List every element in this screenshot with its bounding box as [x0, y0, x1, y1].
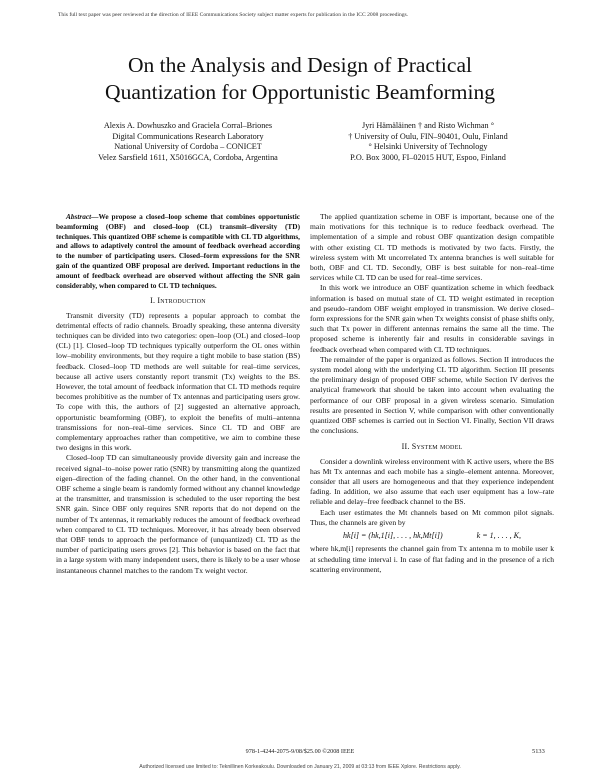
author-names-left: Alexis A. Dowhuszko and Graciela Corral–Briones — [103, 121, 273, 130]
author-university: National University of Cordoba – CONICET — [114, 142, 262, 152]
author-affil-oulu: † University of Oulu, FIN–90401, Oulu, Finland — [348, 131, 508, 141]
title-line-2: Quantization for Opportunistic Beamforming — [105, 80, 495, 104]
equation-range: k = 1, . . . , K, — [476, 531, 521, 541]
page-number: 5133 — [532, 748, 545, 755]
intro-paragraph-4: In this work we introduce an OBF quantization scheme in which feedback information is based on mutual state of CL TD weight estimated in reception and pseudo–random OBF weight employed in transmission. We derive closed–form expressions for the SNR gain when Tx weights consist of phase shifts only, such that Tx power in different antennas remains the same all the time. The proposed scheme is inherently fair and results in considerable savings in feedback overhead when compared with CL TD techniques. — [310, 283, 554, 354]
peer-review-notice: This full text paper was peer reviewed at the direction of IEEE Communications Society subject matter experts for publication in the ICC 2008 proceedings. — [58, 12, 409, 18]
system-paragraph-1: Consider a downlink wireless environment with K active users, where the BS has Mt Tx antennas and each mobile has a single–element antenna. Moreover, consider that all users are homogeneous and that they experience independent fading. In addition, we also assume that each user equipment has a low–rate reliable and delay–free feedback channel to the BS. — [310, 456, 554, 507]
system-paragraph-2: Each user estimates the Mt channels based on Mt common pilot signals. Thus, the channels are given by — [310, 507, 554, 527]
channel-equation — [310, 531, 554, 541]
abstract-lead: Abstract — [66, 212, 92, 221]
footer-copyright: 978-1-4244-2075-9/08/$25.00 ©2008 IEEE — [245, 748, 355, 755]
author-address-left: Velez Sarsfield 1611, X5016GCA, Cordoba, Argentina — [98, 152, 278, 162]
author-affil-helsinki: ° Helsinki University of Technology — [368, 142, 488, 152]
author-lab: Digital Communications Research Laboratory — [112, 131, 264, 141]
author-names-right: Jyri Hämäläinen † and Risto Wichman ° — [362, 121, 494, 130]
author-block-left — [60, 121, 316, 163]
title-line-1: On the Analysis and Design of Practical — [128, 53, 472, 77]
author-address-right: P.O. Box 3000, FI–02015 HUT, Espoo, Finland — [350, 152, 506, 162]
intro-paragraph-3: The applied quantization scheme in OBF is important, because one of the main motivations for this technique is to reduce feedback overhead. The implementation of a simple and robust OBF quantization design compatible with other existing CL TD methods is motivated by two facts. Firstly, the wireless system with Mt uncorrelated Tx antenna branches is well suitable for both, OBF and CL TD. Secondly, OBF is best suitable for non–real–time services while CL TD can be used for real–time services. — [310, 212, 554, 283]
left-column — [56, 212, 300, 576]
license-notice: Authorized licensed use limited to: Teknillinen Korkeakoulu. Downloaded on January 21, 2009 at 03:13 from IEEE Xplore. Restrictions apply. — [139, 764, 461, 770]
abstract-text: —We propose a closed–loop scheme that combines opportunistic beamforming (OBF) and closed–loop (CL) transmit–diversity (TD) techniques. This quantized OBF scheme is compatible with CL TD algorithms, and allows to adaptively control the amount of feedback overhead according to the number of participating users. Closed–form expressions for the SNR gain of the quantized OBF proposal are derived. Important reductions in the amount of feedback overhead are observed without affecting the SNR gain considerably, when compared to CL TD techniques. — [56, 212, 300, 290]
paper-title — [0, 52, 600, 106]
section-heading-system-model: II. System model — [401, 442, 463, 452]
author-block-right — [306, 121, 550, 163]
system-paragraph-3: where hk,m[i] represents the channel gain from Tx antenna m to mobile user k at scheduling time interval i. In case of flat fading and in the presence of a rich scattering environment, — [310, 544, 554, 574]
intro-paragraph-2: Closed–loop TD can simultaneously provide diversity gain and increase the received signal–to–noise power ratio (SNR) by transmitting along the quantized eigen–direction of the fading channel. On the other hand, in the conventional OBF scheme a single beam is randomly formed without any channel knowledge at the transmitter, and transmission is scheduled to the user reporting the best SNR gain. Since OBF only requires SNR reports that do not depend on the number of Tx antennas, it remarkably reduces the amount of feedback overhead when compared to CL TD techniques. Moreover, it has already been observed that OBF tends to approach the performance of (unquantized) CL TD as the number of participating users grows [2]. This behavior is based on the fact that in a large system with many independent users, there is likely to be a user whose instantaneous channel matches to the random Tx weight vector. — [56, 453, 300, 575]
section-heading-introduction: I. Introduction — [150, 296, 206, 306]
intro-paragraph-1: Transmit diversity (TD) represents a popular approach to combat the detrimental effects of radio channels. Broadly speaking, these antenna diversity techniques can be divided into two categories: open–loop (OL) and closed–loop (CL) [1]. Closed–loop TD techniques typically outperform the OL ones within low–mobility environments, but they require a tight mobile to base station (BS) feedback. Closed–loop TD methods are well suitable for real–time services, because all active users constantly report transmit (Tx) weights to the BS. However, the total amount of feedback information that CL TD methods require becomes prohibitive as the number of Tx antennas and participating users grow. To cope with this, the authors of [2] suggested an alternative approach, opportunistic beamforming (OBF), to exploit the benefits of multi–antenna transmissions for non–real–time services. Since CL TD and OBF are complementary approaches rather than competitive, we aim to combine these two designs in this work. — [56, 310, 300, 453]
equation-body: hk[i] = (hk,1[i], . . . , hk,Mt[i]) — [343, 531, 443, 541]
right-column — [310, 212, 554, 575]
abstract — [56, 212, 300, 290]
intro-paragraph-5: The remainder of the paper is organized as follows. Section II introduces the system model along with the underlying CL TD algorithm. Section III presents the preliminary design of proposed OBF scheme, while Section IV derives the analytical framework that should be taken into account when evaluating the performance of our OBF proposal in a given wireless scenario. Simulation results are presented in Section V, while comparison with other conventionally quantized OBF schemes is carried out in Section VI. Finally, Section VII draws the conclusions. — [310, 354, 554, 436]
